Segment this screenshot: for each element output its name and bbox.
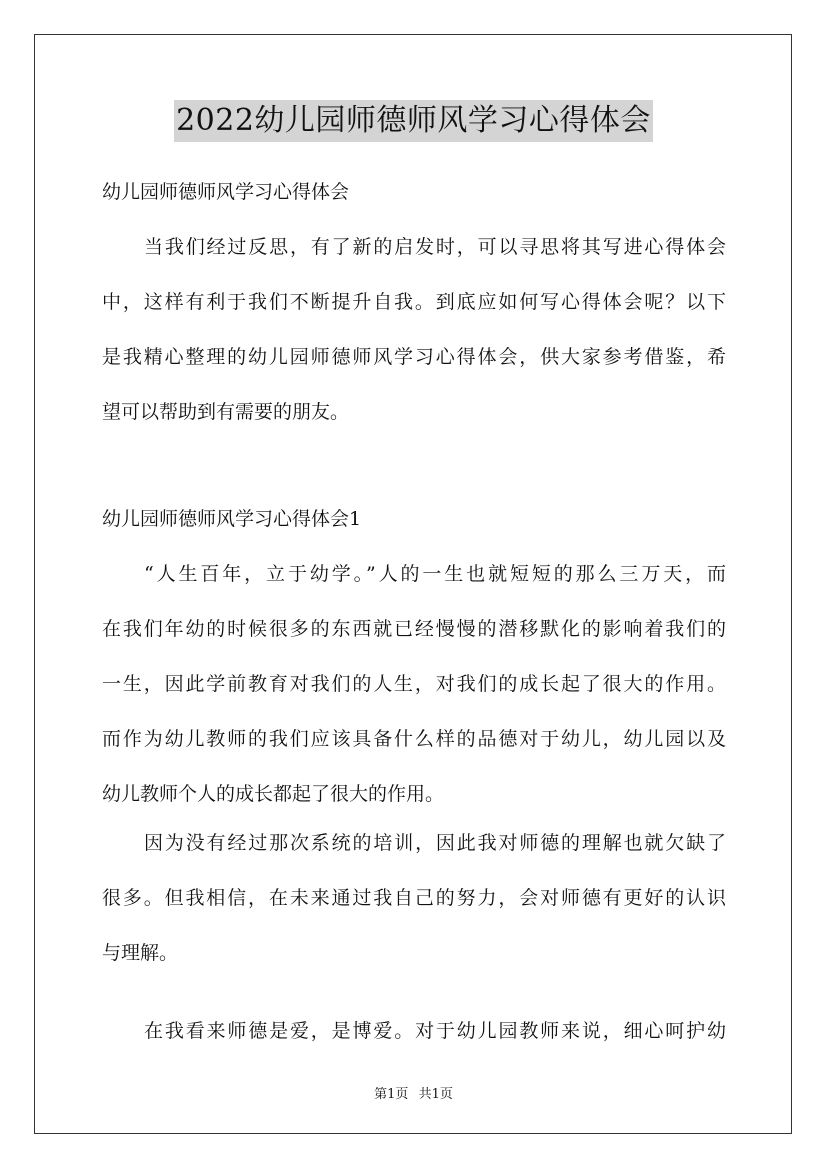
paragraph-1 <box>102 560 726 835</box>
section-heading: 幼儿园师德师风学习心得体会1 <box>102 508 362 530</box>
page-footer <box>0 1083 827 1102</box>
paragraph-3 <box>102 1017 726 1072</box>
text-line: 幼儿教师个人的成长都起了很大的作用。 <box>102 783 445 805</box>
text-line: 很多。但我相信，在未来通过我自己的努力，会对师德有更好的认识 <box>102 887 726 909</box>
text-line: 一生，因此学前教育对我们的人生，对我们的成长起了很大的作用。 <box>102 673 726 695</box>
page-total: 共1页 <box>418 1087 453 1102</box>
text-line: 在我看来师德是爱，是博爱。对于幼儿园教师来说，细心呵护幼 <box>144 1020 726 1042</box>
text-line: 在我们年幼的时候很多的东西就已经慢慢的潜移默化的影响着我们的 <box>102 618 726 640</box>
page-number: 第1页 <box>374 1087 409 1102</box>
text-line: 当我们经过反思，有了新的启发时，可以寻思将其写进心得体会 <box>144 236 726 258</box>
paragraph-2 <box>102 829 726 994</box>
document-subtitle: 幼儿园师德师风学习心得体会 <box>102 181 350 203</box>
title-container <box>0 100 827 142</box>
document-title: 2022幼儿园师德师风学习心得体会 <box>174 100 653 142</box>
text-line: 中，这样有利于我们不断提升自我。到底应如何写心得体会呢？以下 <box>102 291 726 313</box>
intro-paragraph <box>102 233 726 453</box>
text-line: “人生百年，立于幼学。”人的一生也就短短的那么三万天，而 <box>144 563 726 585</box>
text-line: 是我精心整理的幼儿园师德师风学习心得体会，供大家参考借鉴，希 <box>102 346 726 368</box>
text-line: 因为没有经过那次系统的培训，因此我对师德的理解也就欠缺了 <box>144 832 726 854</box>
text-line: 与理解。 <box>102 942 179 964</box>
text-line: 望可以帮助到有需要的朋友。 <box>102 401 350 423</box>
text-line: 而作为幼儿教师的我们应该具备什么样的品德对于幼儿，幼儿园以及 <box>102 728 726 750</box>
